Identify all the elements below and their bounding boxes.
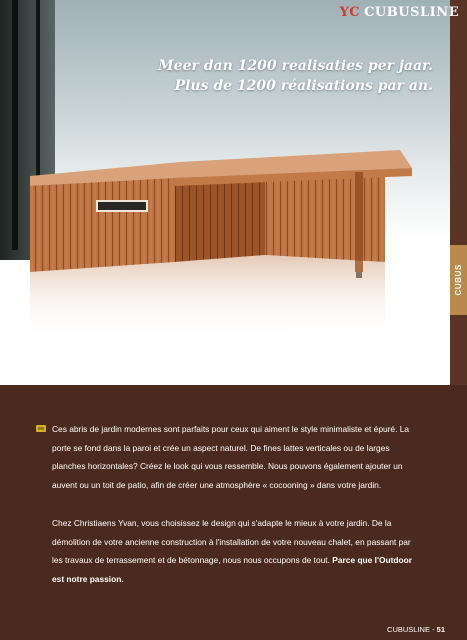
tagline-line-2: Plus de 1200 réalisations par an. [174, 78, 433, 94]
paragraph-2-text: Chez Christiaens Yvan, vous choisissez le design qui s'adapte le mieux à votre jardin. De la démolition de votre ancienne construction à l'installation de votre nouveau chalet, en passant par les travaux de terrassement et de bétonnage, nous nous occupons de tout. [52, 518, 411, 565]
paragraph-2-bold: Parce que l'Outdoor est notre passion. [52, 555, 413, 584]
brand-name: CUBUSLINE [364, 5, 459, 20]
section-tab-label: CUBUS [454, 264, 463, 296]
footer-label: CUBUSLINE [387, 625, 430, 634]
section-tab-cubus[interactable] [450, 245, 467, 315]
page-number: 51 [436, 625, 445, 634]
brand-logo [340, 5, 459, 20]
tagline [158, 56, 433, 96]
footer-separator: - [432, 625, 435, 634]
tagline-line-1: Meer dan 1200 realisaties per jaar. [158, 58, 433, 74]
bullet-icon [36, 425, 46, 432]
brand-mark: YC [339, 5, 361, 20]
paragraph-2 [52, 514, 422, 588]
side-strip [450, 0, 467, 385]
body-text [52, 420, 422, 588]
page-footer [387, 625, 445, 634]
paragraph-1: Ces abris de jardin modernes sont parfaits pour ceux qui aiment le style minimaliste et épuré. La porte se fond dans la paroi et crée un aspect naturel. De fines lattes verticales ou de larges planches horizontales? Créez le look qui vous ressemble. Nous pouvons également ajouter un auvent ou un toit de patio, afin de créer une atmosphère « cocooning » dans votre jardin. [52, 424, 410, 490]
